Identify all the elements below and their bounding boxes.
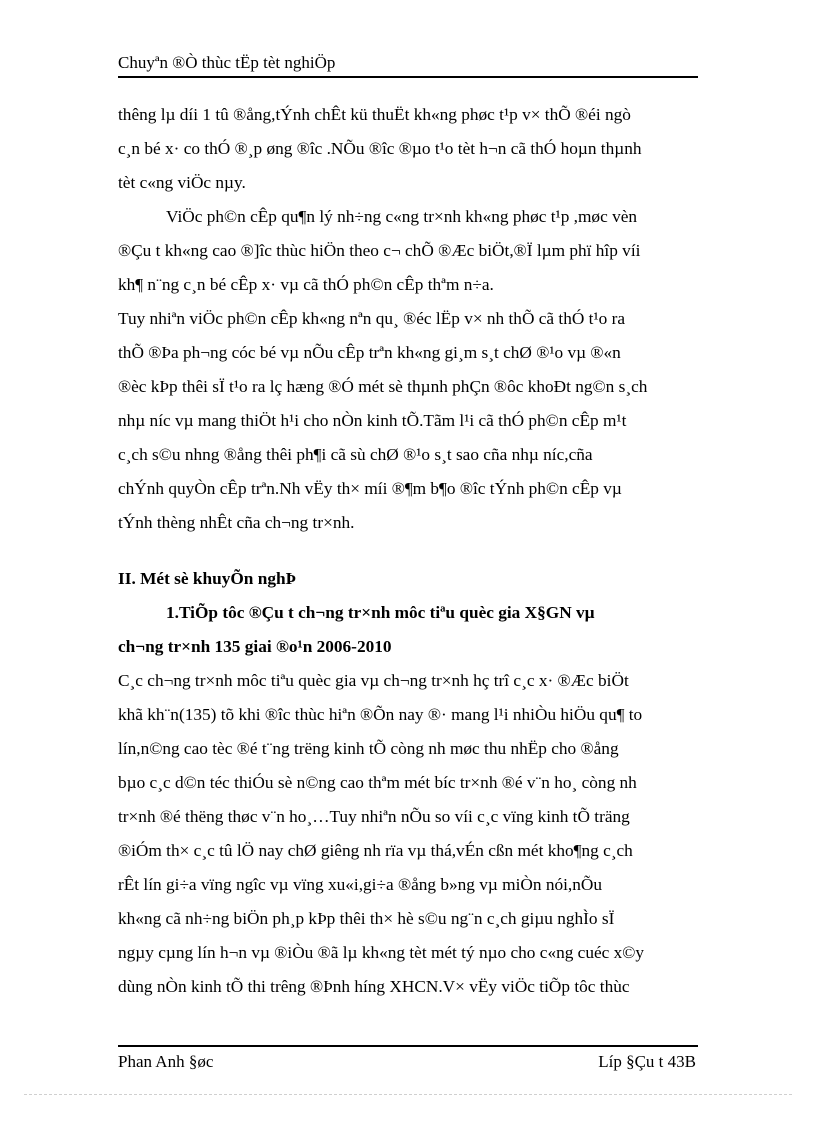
section-heading: II. Mét sè khuyÕn nghÞ — [118, 569, 297, 588]
spacer — [118, 540, 698, 562]
text-line: c¸n bé x· co thÓ ®¸p øng ®îc .NÕu ®îc ®µo t¹o tèt h¬n cã thÓ hoµn thµnh — [118, 139, 642, 158]
subheading-line: ch¬ng tr×nh 135 giai ®o¹n 2006-2010 — [118, 637, 392, 656]
text-line: ®èc kÞp thêi sÏ t¹o ra lç hæng ®Ó mét sè thµnh phÇn ®ôc khoÐt ng©n s¸ch — [118, 377, 648, 396]
text-line: ViÖc ph©n cÊp qu¶n lý nh÷ng c«ng tr×nh kh«ng phøc t¹p ,møc vèn — [166, 207, 638, 226]
paragraph-1 — [118, 98, 698, 200]
text-line: tr×nh ®é thëng thøc v¨n ho¸…Tuy nhiªn nÕu so víi c¸c vïng kinh tÕ träng — [118, 807, 630, 826]
text-line: nhµ níc vµ mang thiÖt h¹i cho nÒn kinh tÕ.Tãm l¹i cã thÓ ph©n cÊp m¹t — [118, 411, 627, 430]
paragraph-2 — [118, 200, 698, 302]
text-line: chÝnh quyÒn cÊp trªn.Nh vËy th× míi ®¶m b¶o ®îc tÝnh ph©n cÊp vµ — [118, 479, 622, 498]
text-line: dùng nÒn kinh tÕ thi trêng ®Þnh híng XHCN.V× vËy viÖc tiÕp tôc thùc — [118, 977, 630, 996]
text-line: ®iÓm th× c¸c tû lÖ nay chØ giêng nh rïa vµ thá,vÉn cßn mét kho¶ng c¸ch — [118, 841, 633, 860]
document-body — [118, 98, 698, 1004]
text-line: c¸ch s©u nhng ®ång thêi ph¶i cã sù chØ ®¹o s¸t sao cña nhµ níc,cña — [118, 445, 593, 464]
text-line: ®Çu t kh«ng cao ®]îc thùc hiÖn theo c¬ chÕ ®Æc biÖt,®Ï lµm phï hîp víi — [118, 241, 641, 260]
text-line: thêng lµ díi 1 tû ®ång,tÝnh chÊt kü thuËt kh«ng phøc t¹p v× thÕ ®éi ngò — [118, 105, 631, 124]
text-line: kh«ng cã nh÷ng biÖn ph¸p kÞp thêi th× hè s©u ng¨n c¸ch giµu nghÌo sÏ — [118, 909, 615, 928]
text-line: tÝnh thèng nhÊt cña ch¬ng tr×nh. — [118, 513, 355, 532]
text-line: khã kh¨n(135) tõ khi ®îc thùc hiªn ®Õn nay ®· mang l¹i nhiÒu hiÖu qu¶ to — [118, 705, 643, 724]
text-line: rÊt lín gi÷a vïng ngîc vµ vïng xu«i,gi÷a ®ång b»ng vµ miÒn nói,nÕu — [118, 875, 603, 894]
page-header-title: Chuyªn ®Ò thùc tËp tèt nghiÖp — [118, 53, 336, 72]
footer-divider — [118, 1045, 698, 1047]
footer-class: Líp §Çu t 43B — [598, 1052, 696, 1071]
subheading-line: 1.TiÕp tôc ®Çu t ch¬ng tr×nh môc tiªu quèc gia X§GN vµ — [166, 603, 595, 622]
text-line: tèt c«ng viÖc nµy. — [118, 173, 246, 192]
text-line: kh¶ n¨ng c¸n bé cÊp x· vµ cã thÓ ph©n cÊp thªm n÷a. — [118, 275, 494, 294]
text-line: lín,n©ng cao tèc ®é t¨ng trëng kinh tÕ còng nh møc thu nhËp cho ®ång — [118, 739, 619, 758]
subsection-heading — [118, 596, 698, 664]
text-line: thÕ ®Þa ph¬ng cóc bé vµ nÕu cÊp trªn kh«ng gi¸m s¸t chØ ®¹o vµ ®«n — [118, 343, 621, 362]
text-line: Tuy nhiªn viÖc ph©n cÊp kh«ng nªn qu¸ ®éc lËp v× nh thÕ cã thÓ t¹o ra — [118, 309, 626, 328]
text-line: bµo c¸c d©n téc thiÓu sè n©ng cao thªm mét bíc tr×nh ®é v¨n ho¸ còng nh — [118, 773, 637, 792]
paragraph-3 — [118, 302, 698, 540]
text-line: C¸c ch¬ng tr×nh môc tiªu quèc gia vµ ch¬ng tr×nh hç trî c¸c x· ®Æc biÖt — [118, 671, 629, 690]
header-divider — [118, 76, 698, 78]
page-bottom-edge — [24, 1094, 792, 1095]
paragraph-4 — [118, 664, 698, 1004]
text-line: ngµy cµng lín h¬n vµ ®iÒu ®ã lµ kh«ng tèt mét tý nµo cho c«ng cuéc x©y — [118, 943, 645, 962]
footer-author: Phan Anh §øc — [118, 1052, 214, 1071]
